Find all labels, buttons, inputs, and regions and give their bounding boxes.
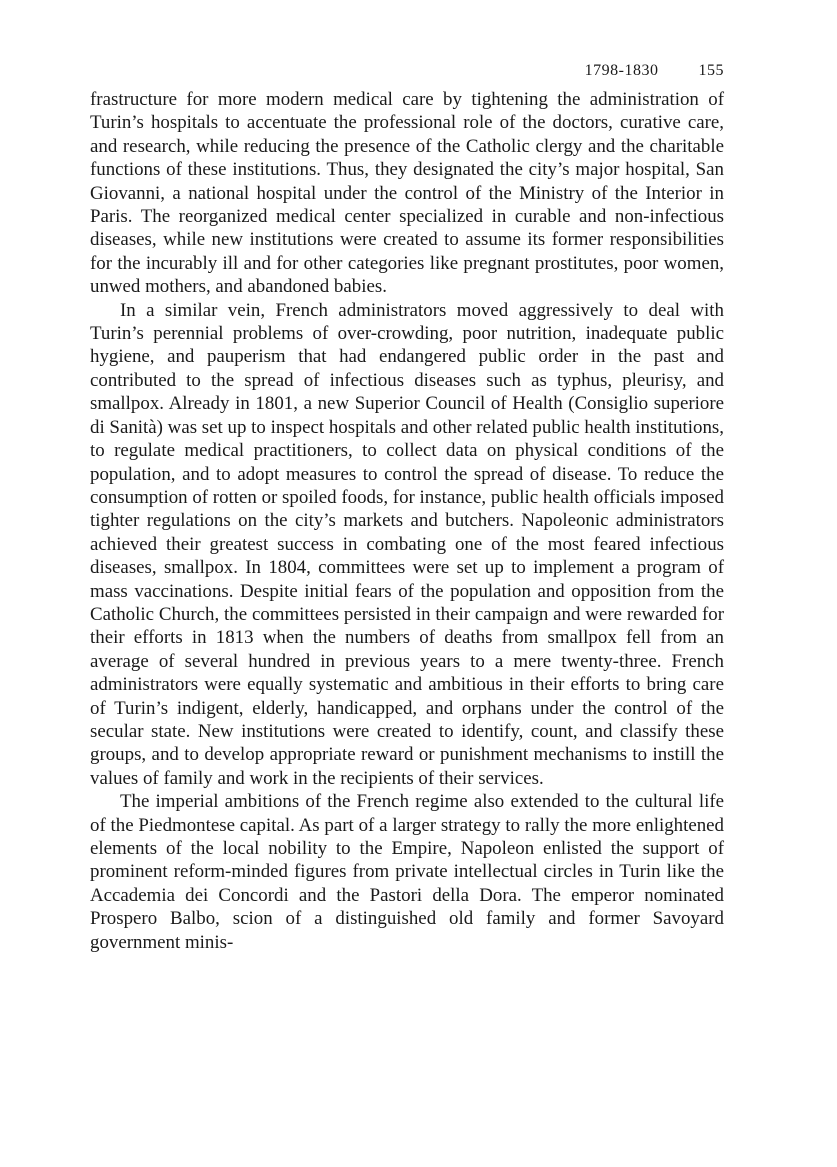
body-paragraph-continued: frastructure for more modern medical care by tightening the administration of Turin’s hospitals to accentuate the professional role of the doctors, curative care, and research, while reducing the presence of the Catholic clergy and the charitable functions of these institutions. Thus, they designated the city’s major hospital, San Giovanni, a national hospital under the control of the Ministry of the Interior in Paris. The reorganized medical center specialized in curable and non-infectious diseases, while new institutions were created to assume its former responsibilities for the incurably ill and for other categories like pregnant prostitutes, poor women, unwed mothers, and abandoned babies.	[90, 89, 724, 298]
body-paragraph-public-health: In a similar vein, French administrators moved aggressively to deal with Turin’s perennial problems of over-crowding, poor nutrition, inadequate public hygiene, and pauperism that had endangered public order in the past and contributed to the spread of infectious diseases such as typhus, pleurisy, and smallpox. Already in 1801, a new Superior Council of Health (Consiglio superiore di Sanità) was set up to inspect hospitals and other related public health institutions, to regulate medical practitioners, to collect data on physical conditions of the population, and to adopt measures to control the spread of disease. To reduce the consumption of rotten or spoiled foods, for instance, public health officials imposed tighter regulations on the city’s markets and butchers. Napoleonic administrators achieved their greatest success in combating one of the most feared infectious diseases, smallpox. In 1804, committees were set up to implement a program of mass vaccinations. Despite initial fears of the population and opposition from the Catholic Church, the committees persisted in their campaign and were rewarded for their efforts in 1813 when the numbers of deaths from smallpox fell from an average of several hundred in previous years to a mere twenty-three. French administrators were equally systematic and ambitious in their efforts to bring care of Turin’s indigent, elderly, handicapped, and orphans under the control of the secular state. New institutions were created to identify, count, and classify these groups, and to develop appropriate reward or punishment mechanisms to instill the values of family and work in the recipients of their services.	[90, 299, 724, 789]
page-number: 155	[698, 62, 724, 79]
book-page	[90, 62, 724, 954]
running-head-section: 1798-1830	[584, 62, 659, 79]
body-paragraph-cultural-life: The imperial ambitions of the French regime also extended to the cultural life of the Piedmontese capital. As part of a larger strategy to rally the more enlightened elements of the local nobility to the Empire, Napoleon enlisted the support of prominent reform-minded figures from private intellectual circles in Turin like the Accademia dei Concordi and the Pastori della Dora. The emperor nominated Prospero Balbo, scion of a distinguished old family and former Savoyard government minis-	[90, 791, 724, 953]
running-head	[90, 62, 724, 88]
